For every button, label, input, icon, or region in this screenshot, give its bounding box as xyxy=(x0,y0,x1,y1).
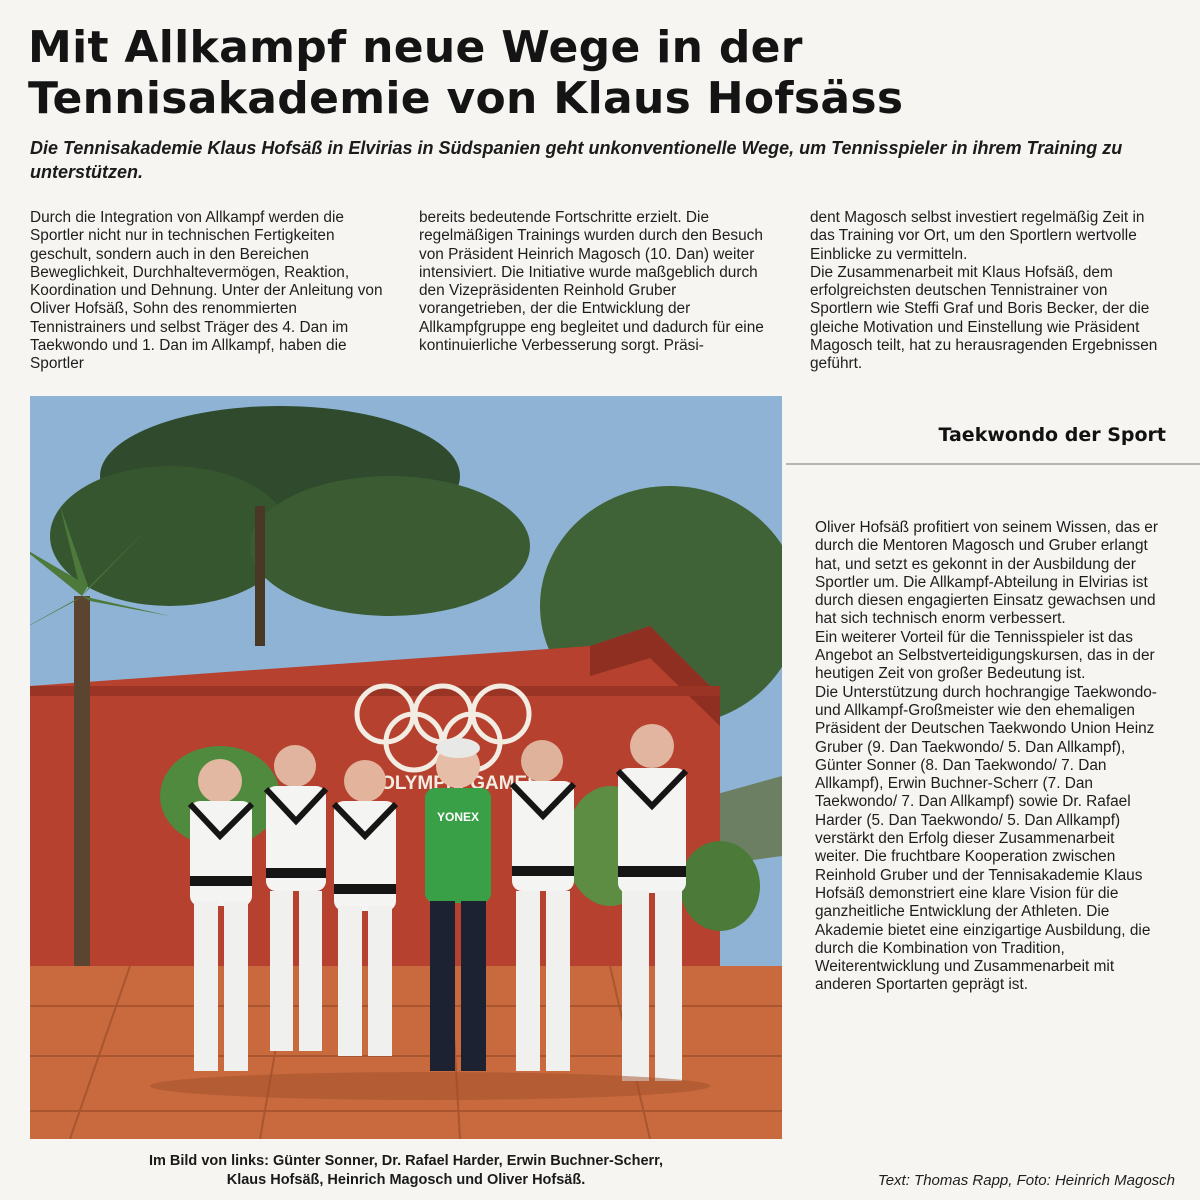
caption-line-2: Klaus Hofsäß, Heinrich Magosch und Oliver Hofsäß. xyxy=(226,1172,586,1188)
column-3-paragraph-2: Die Zusammenarbeit mit Klaus Hofsäß, dem erfolgreichsten deutschen Tennistrainer von Sportlern wie Steffi Graf und Boris Becker, der die gleiche Motivation und Einstellung wie Präsident Magosch teilt, hat zu herausragenden Ergebnissen geführt. xyxy=(810,263,1158,373)
article-headline xyxy=(28,22,1188,124)
section-label: Taekwondo der Sport xyxy=(938,424,1166,446)
text-column-3-top xyxy=(810,209,1170,374)
divider xyxy=(786,463,1200,465)
palm-trunk xyxy=(74,596,90,996)
text-column-3-bottom xyxy=(815,519,1160,995)
headline-line-1: Mit Allkampf neue Wege in der xyxy=(28,22,803,73)
wall-text: OLYMPIC GAMES xyxy=(380,773,540,794)
column-1-paragraph: Durch die Integration von Allkampf werden die Sportler nicht nur in technischen Fertigkeiten geschult, sondern auch in den Bereichen Beweglichkeit, Durchhaltevermögen, Reaktion, Koordination und Dehnung. Unter der Anleitung von Oliver Hofsäß, Sohn des renommierten Tennistrainers und selbst Träger des 4. Dan im Taekwondo und 1. Dan im Allkampf, haben die Sportler xyxy=(30,209,383,373)
column-3b-paragraph-2: Ein weiterer Vorteil für die Tennisspieler ist das Angebot an Selbstverteidigungskursen, das in der heutigen Zeit von großer Bedeutung ist. xyxy=(815,628,1155,683)
article-credit: Text: Thomas Rapp, Foto: Heinrich Magosch xyxy=(877,1172,1175,1189)
column-2-paragraph: bereits bedeutende Fortschritte erzielt. Die regelmäßigen Trainings wurden durch den Besuch von Präsident Heinrich Magosch (10. Dan) weiter intensiviert. Die Initiative wurde maßgeblich durch den Vizepräsidenten Reinhold Gruber vorangetrieben, der die Entwicklung der Allkampfgruppe eng begleitet und dadurch für eine kontinuierliche Verbesserung sorgt. Präsi- xyxy=(419,209,764,355)
article-lead: Die Tennisakademie Klaus Hofsäß in Elvirias in Südspanien geht unkonventionelle Wege, um Tennisspieler in ihrem Training zu unterstützen. xyxy=(30,138,1123,182)
text-column-2 xyxy=(419,209,779,355)
headline-line-2: Tennisakademie von Klaus Hofsäss xyxy=(28,73,904,124)
ground-shadow xyxy=(150,1072,710,1100)
plant xyxy=(680,841,760,931)
photo-caption xyxy=(30,1152,782,1190)
photo-illustration xyxy=(30,396,782,1139)
group-photo xyxy=(30,396,782,1139)
text-column-1 xyxy=(30,209,392,374)
column-3b-paragraph-3: Die Unterstützung durch hochrangige Taekwondo- und Allkampf-Großmeister wie den ehemaligen Präsident der Deutschen Taekwondo Union Heinz Gruber (9. Dan Taekwondo/ 5. Dan Allkampf), Günter Sonner (8. Dan Taekwondo/ 7. Dan Allkampf), Erwin Buchner-Scherr (7. Dan Taekwondo/ 7. Dan Allkampf) sowie Dr. Rafael Harder (5. Dan Taekwondo/ 5. Dan Allkampf) verstärkt den Erfolg dieser Zusammenarbeit weiter. Die fruchtbare Kooperation zwischen Reinhold Gruber und der Tennisakademie Klaus Hofsäß demonstriert eine klare Vision für die ganzheitliche Entwicklung der Athleten. Die Akademie bietet eine einzigartige Ausbildung, die durch die Kombination von Tradition, Weiterentwicklung und Zusammenarbeit mit anderen Sportarten geprägt ist. xyxy=(815,683,1157,994)
pine-trunk xyxy=(255,506,265,646)
column-3-paragraph-1: dent Magosch selbst investiert regelmäßig Zeit in das Training vor Ort, um den Sportlern wertvolle Einblicke zu vermitteln. xyxy=(810,209,1145,263)
column-3b-paragraph-1: Oliver Hofsäß profitiert von seinem Wissen, das er durch die Mentoren Magosch und Gruber erlangt hat, und setzt es gekonnt in der Ausbildung der Sportler um. Die Allkampf-Abteilung in Elvirias ist durch diesen engagierten Einsatz gewachsen und hat sich technisch enorm verbessert. xyxy=(815,519,1158,628)
jacket-logo: YONEX xyxy=(436,810,480,824)
tree-canopy xyxy=(250,476,530,616)
caption-line-1: Im Bild von links: Günter Sonner, Dr. Rafael Harder, Erwin Buchner-Scherr, xyxy=(148,1153,664,1169)
